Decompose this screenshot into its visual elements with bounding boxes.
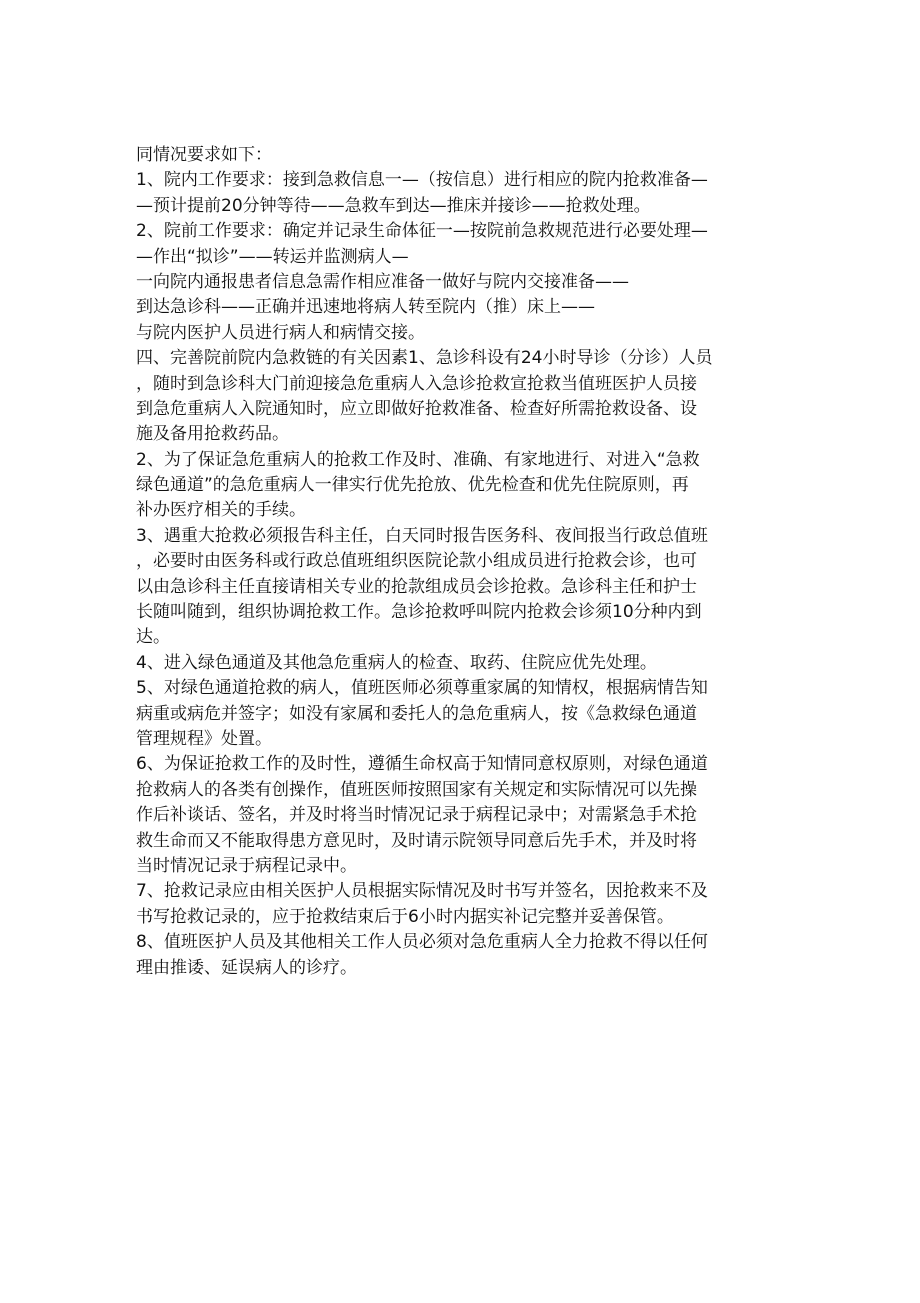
text-line: 救生命而又不能取得患方意见时，及时请示院领导同意后先手术，并及时将 <box>136 830 697 851</box>
text-line: —预计提前20分钟等待——急救车到达—推床并接诊——抢救处理。 <box>136 195 651 216</box>
text-line: 4、进入绿色通道及其他急危重病人的检查、取药、住院应优先处理。 <box>136 652 657 673</box>
text-line: 到达急诊科——正确并迅速地将病人转至院内（推）床上—— <box>136 297 595 318</box>
text-line: 1、院内工作要求：接到急救信息一—（按信息）进行相应的院内抢救准备— <box>136 170 708 191</box>
text-line: 8、值班医护人员及其他相关工作人员必须对急危重病人全力抢救不得以任何 <box>136 932 708 953</box>
text-line: 5、对绿色通道抢救的病人，值班医师必须尊重家属的知情权，根据病情告知 <box>136 678 708 699</box>
text-line: 管理规程》处置。 <box>136 728 272 749</box>
text-line: 2、院前工作要求：确定并记录生命体征一—按院前急救规范进行必要处理— <box>136 221 708 242</box>
document-body <box>136 143 796 981</box>
text-line: 与院内医护人员进行病人和病情交接。 <box>136 322 425 343</box>
text-line: 施及备用抢救药品。 <box>136 424 289 445</box>
text-line: 绿色通道”的急危重病人一律实行优先抢放、优先检查和优先住院原则，再 <box>136 475 689 496</box>
text-line: 补办医疗相关的手续。 <box>136 500 306 521</box>
text-line: —作出“拟诊”——转运并监测病人— <box>136 246 409 267</box>
text-line: 病重或病危并签字；如没有家属和委托人的急危重病人，按《急救绿色通道 <box>136 703 697 724</box>
text-line: 同情况要求如下： <box>136 145 272 165</box>
text-line: 2、为了保证急危重病人的抢救工作及时、准确、有家地进行、对进入“急救 <box>136 449 700 470</box>
text-line: 7、抢救记录应由相关医护人员根据实际情况及时书写并签名，因抢救来不及 <box>136 881 708 902</box>
text-line: 理由推诿、延误病人的诊疗。 <box>136 957 357 978</box>
text-line: 到急危重病人入院通知时，应立即做好抢救准备、检查好所需抢救设备、设 <box>136 398 697 419</box>
text-line: 书写抢救记录的，应于抢救结束后于6小时内据实补记完整并妥善保管。 <box>136 906 674 927</box>
text-line: 达。 <box>136 627 170 648</box>
text-line: 3、遇重大抢救必须报告科主任，白天同时报告医务科、夜间报当行政总值班 <box>136 525 708 546</box>
text-line: ，必要时由医务科或行政总值班组织医院论款小组成员进行抢救会诊，也可 <box>136 551 697 572</box>
text-line: ，随时到急诊科大门前迎接急危重病人入急诊抢救宣抢救当值班医护人员接 <box>136 373 697 394</box>
text-line: 抢救病人的各类有创操作，值班医师按照国家有关规定和实际情况可以先操 <box>136 779 697 800</box>
text-line: 当时情况记录于病程记录中。 <box>136 855 357 876</box>
text-line: 作后补谈话、签名，并及时将当时情况记录于病程记录中；对需紧急手术抢 <box>136 805 697 826</box>
text-line: 6、为保证抢救工作的及时性，遵循生命权高于知情同意权原则，对绿色通道 <box>136 754 708 775</box>
text-line: 四、完善院前院内急救链的有关因素1、急诊科设有24小时导诊（分诊）人员 <box>136 348 713 369</box>
text-line: 一向院内通报患者信息急需作相应准备一做好与院内交接准备—— <box>136 271 629 292</box>
text-line: 以由急诊科主任直接请相关专业的抢款组成员会诊抢救。急诊科主任和护士 <box>136 576 697 597</box>
text-line: 长随叫随到，组织协调抢救工作。急诊抢救呼叫院内抢救会诊须10分种内到 <box>136 602 702 623</box>
